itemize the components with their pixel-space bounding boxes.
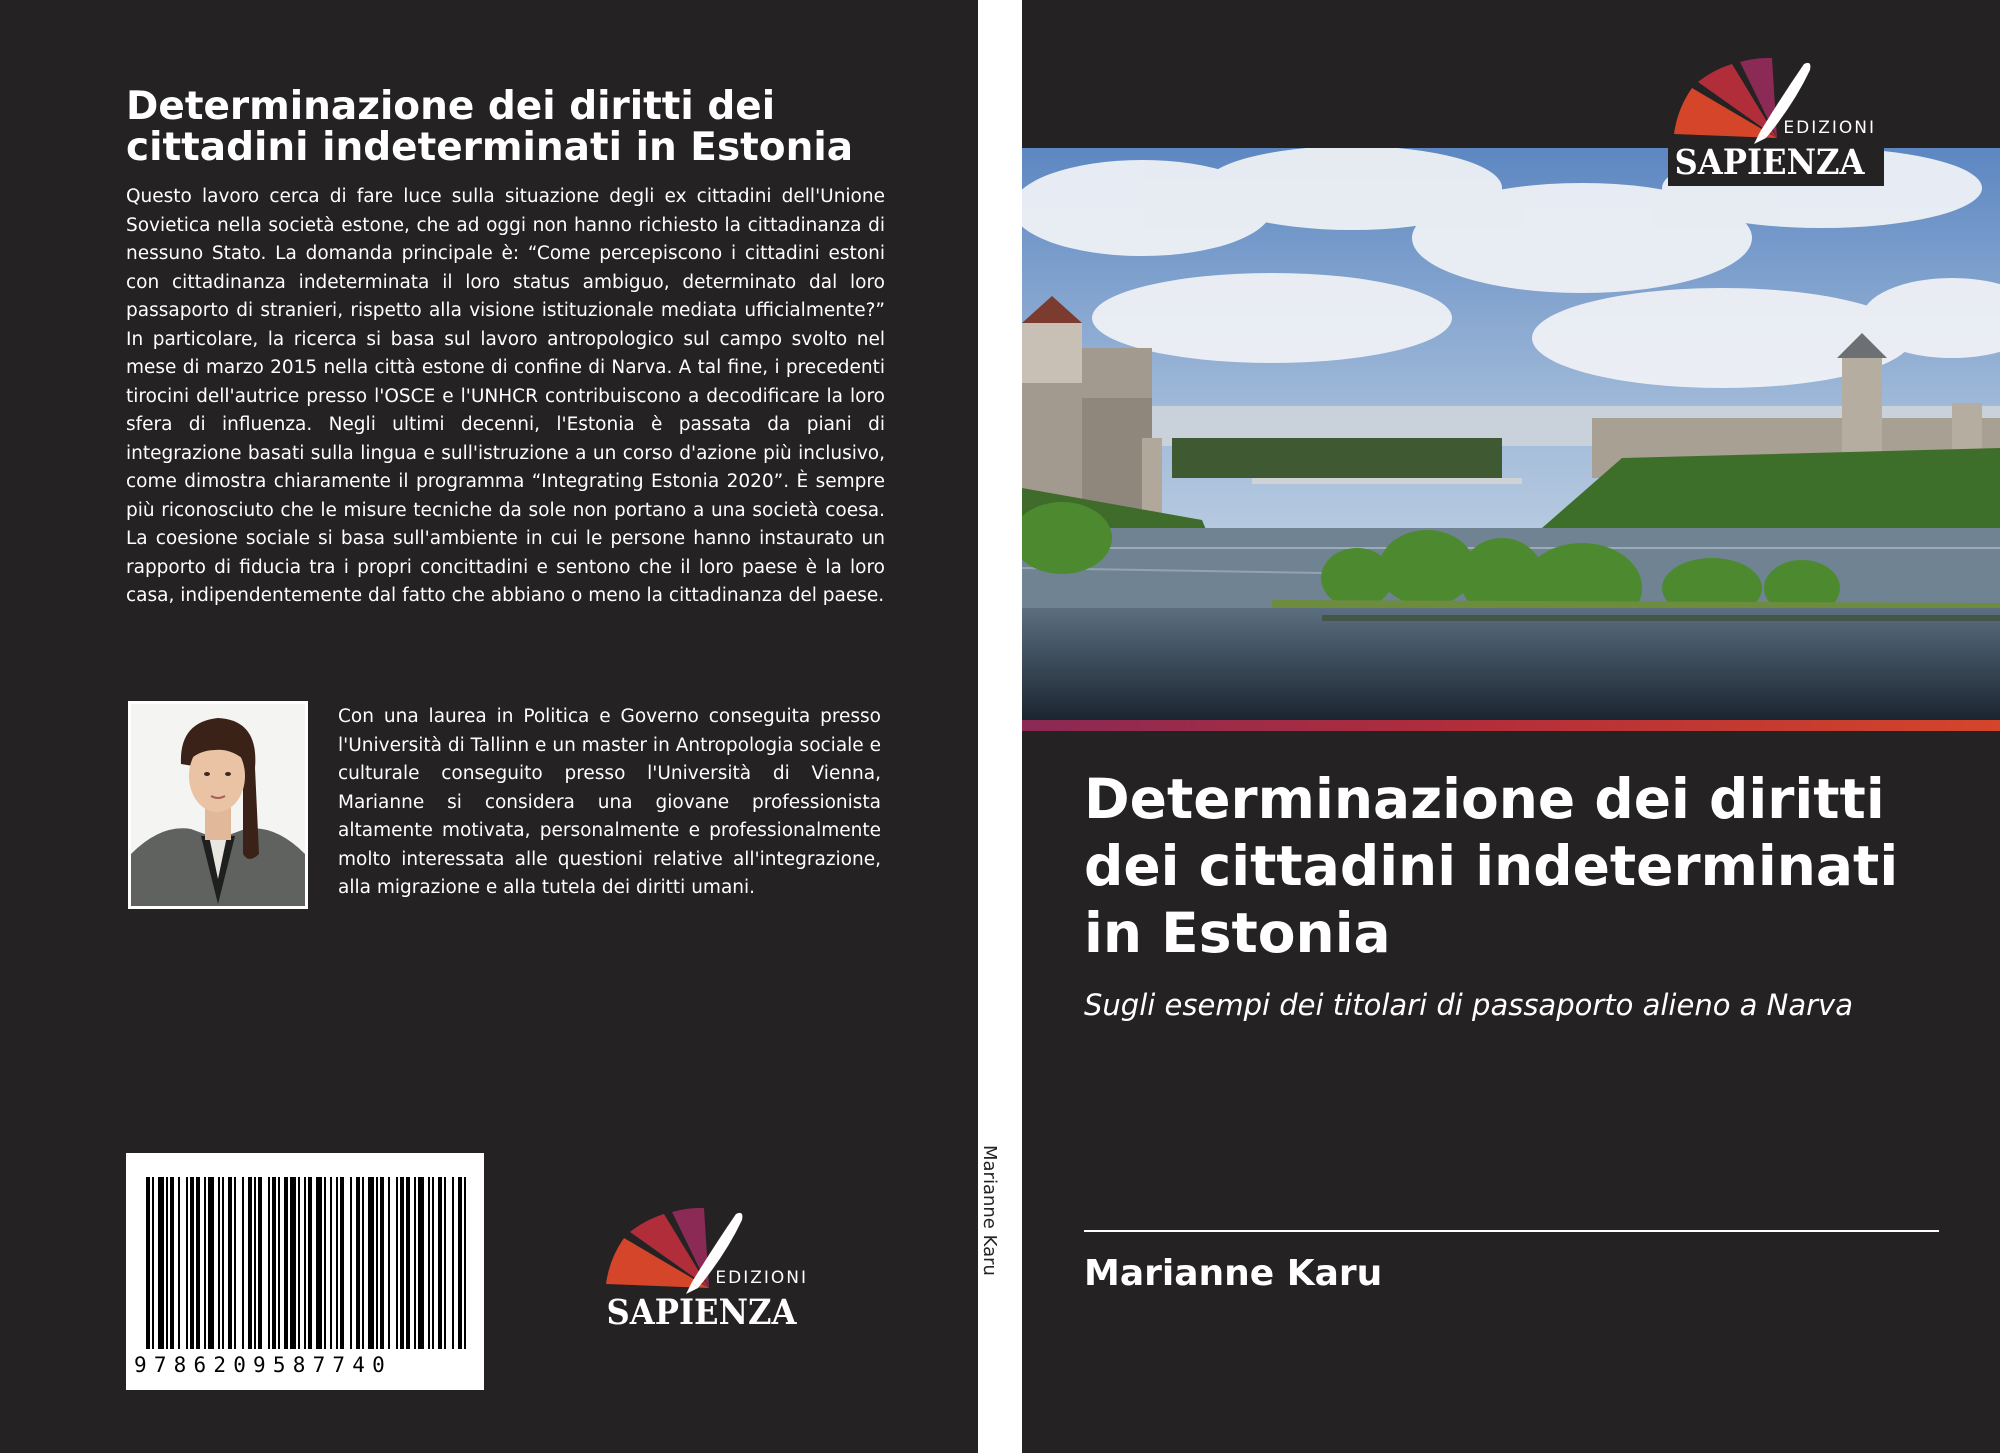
- publisher-sapienza-text: SAPIENZA: [606, 1292, 797, 1333]
- barcode-bar: [254, 1177, 256, 1349]
- barcode-bar: [304, 1177, 306, 1349]
- barcode-bar: [228, 1177, 232, 1349]
- barcode-bar: [178, 1177, 180, 1349]
- barcode-bar: [298, 1177, 300, 1349]
- barcode-bar: [196, 1177, 200, 1349]
- front-cover: [1022, 0, 2000, 1453]
- back-cover-description: Questo lavoro cerca di fare luce sulla situazione degli ex cittadini dell'Unione Sovietica nella società estone, che ad oggi non hanno richiesto la cittadinanza di nessuno Stato. La domanda principale è: “Come percepiscono i cittadini estoni con cittadinanza indeterminata il loro status ambiguo, determinato dal loro passaporto di stranieri, rispetto alla visione istituzionale mediata ufficialmente?” In particolare, la ricerca si basa sul lavoro antropologico sul campo svolto nel mese di marzo 2015 nella città estone di confine di Narva. A tal fine, i precedenti tirocini dell'autrice presso l'OSCE e l'UNHCR contribuiscono a decodificare la loro sfera di influenza. Negli ultimi decenni, l'Estonia è passata da piani di integrazione basati sulla lingua e sull'istruzione a un corso d'azione più inclusivo, come dimostra chiaramente il programma “Integrating Estonia 2020”. È sempre più riconosciuto che le misure tecniche da sole non portano a una società coesa. La coesione sociale si basa sull'ambiente in cui le persone hanno instaurato un rapporto di fiducia tra i propri concittadini e sentono che il loro paese è la loro casa, indipendentemente dal fatto che abbiano o meno la cittadinanza del paese.: [126, 186, 885, 606]
- barcode-bar: [278, 1177, 280, 1349]
- isbn-number: 9786209587740: [134, 1353, 392, 1377]
- spine-author-name: Marianne Karu: [979, 1145, 1000, 1276]
- author-biography: Con una laurea in Politica e Governo conseguita presso l'Università di Tallinn e un master in Antropologia sociale e culturale conseguito presso l'Università di Vienna, Marianne si considera una giovane professionista altamente motivata, personalmente e professionalmente molto interessata alle questioni relative all'integrazione, alla migrazione e alla tutela dei diritti umani.: [338, 706, 881, 898]
- barcode-bar: [186, 1177, 188, 1349]
- barcode-bar: [414, 1177, 416, 1349]
- barcode-bar: [350, 1177, 352, 1349]
- back-cover: [0, 0, 978, 1453]
- barcode-bar: [272, 1177, 276, 1349]
- publisher-logo-back: [594, 1208, 822, 1336]
- barcode-bar: [290, 1177, 296, 1349]
- barcode-bar: [368, 1177, 374, 1349]
- barcode-bar: [444, 1177, 446, 1349]
- barcode-bar: [388, 1177, 390, 1349]
- barcode-bar: [324, 1177, 326, 1349]
- barcode-bar: [218, 1177, 220, 1349]
- barcode-bar: [152, 1177, 154, 1349]
- barcode-bar: [438, 1177, 442, 1349]
- barcode-bar: [242, 1177, 244, 1349]
- publisher-sapienza-text: SAPIENZA: [1674, 142, 1865, 183]
- barcode-bar: [330, 1177, 332, 1349]
- barcode-bar: [248, 1177, 252, 1349]
- publisher-edizioni-text: EDIZIONI: [1783, 118, 1876, 138]
- front-cover-subtitle: Sugli esempi dei titolari di passaporto alieno a Narva: [1084, 988, 1853, 1022]
- back-cover-title: Determinazione dei diritti dei cittadini indeterminati in Estonia: [126, 84, 854, 170]
- barcode-bar: [432, 1177, 434, 1349]
- barcode-bar: [308, 1177, 312, 1349]
- barcode-bar: [316, 1177, 322, 1349]
- barcode-bar: [170, 1177, 174, 1349]
- barcode-bar: [204, 1177, 206, 1349]
- barcode-bar: [146, 1177, 150, 1349]
- barcode-bar: [258, 1177, 262, 1349]
- barcode-bar: [362, 1177, 364, 1349]
- barcode-bar: [458, 1177, 462, 1349]
- barcode-bar: [190, 1177, 194, 1349]
- barcode-bar: [336, 1177, 338, 1349]
- barcode-bar: [234, 1177, 236, 1349]
- isbn-barcode: [126, 1153, 484, 1390]
- barcode-bar: [380, 1177, 384, 1349]
- divider-rule: [1084, 1230, 1939, 1232]
- barcode-bar: [356, 1177, 360, 1349]
- barcode-bar: [284, 1177, 288, 1349]
- barcode-bar: [396, 1177, 398, 1349]
- barcode-bar: [406, 1177, 410, 1349]
- barcode-bar: [158, 1177, 164, 1349]
- publisher-edizioni-text: EDIZIONI: [715, 1268, 808, 1288]
- barcode-bar: [340, 1177, 344, 1349]
- barcode-bar: [166, 1177, 168, 1349]
- cover-photo-narva-fortress: [1022, 148, 2000, 720]
- cover-landscape-image: [1022, 148, 2000, 720]
- barcode-bar: [452, 1177, 454, 1349]
- front-cover-author: Marianne Karu: [1084, 1253, 1383, 1294]
- barcode-bar: [464, 1177, 466, 1349]
- barcode-bar: [418, 1177, 424, 1349]
- front-cover-title: Determinazione dei diritti dei cittadini indeterminati in Estonia: [1084, 767, 1899, 965]
- barcode-bar: [428, 1177, 430, 1349]
- barcode-bar: [208, 1177, 214, 1349]
- author-portrait-image: [131, 704, 305, 906]
- barcode-bar: [376, 1177, 378, 1349]
- barcode-bar: [268, 1177, 270, 1349]
- accent-stripe: [1022, 720, 2000, 731]
- author-photo: [128, 701, 308, 909]
- barcode-bar: [400, 1177, 404, 1349]
- publisher-logo-front: [1662, 58, 1890, 186]
- barcode-bar: [222, 1177, 224, 1349]
